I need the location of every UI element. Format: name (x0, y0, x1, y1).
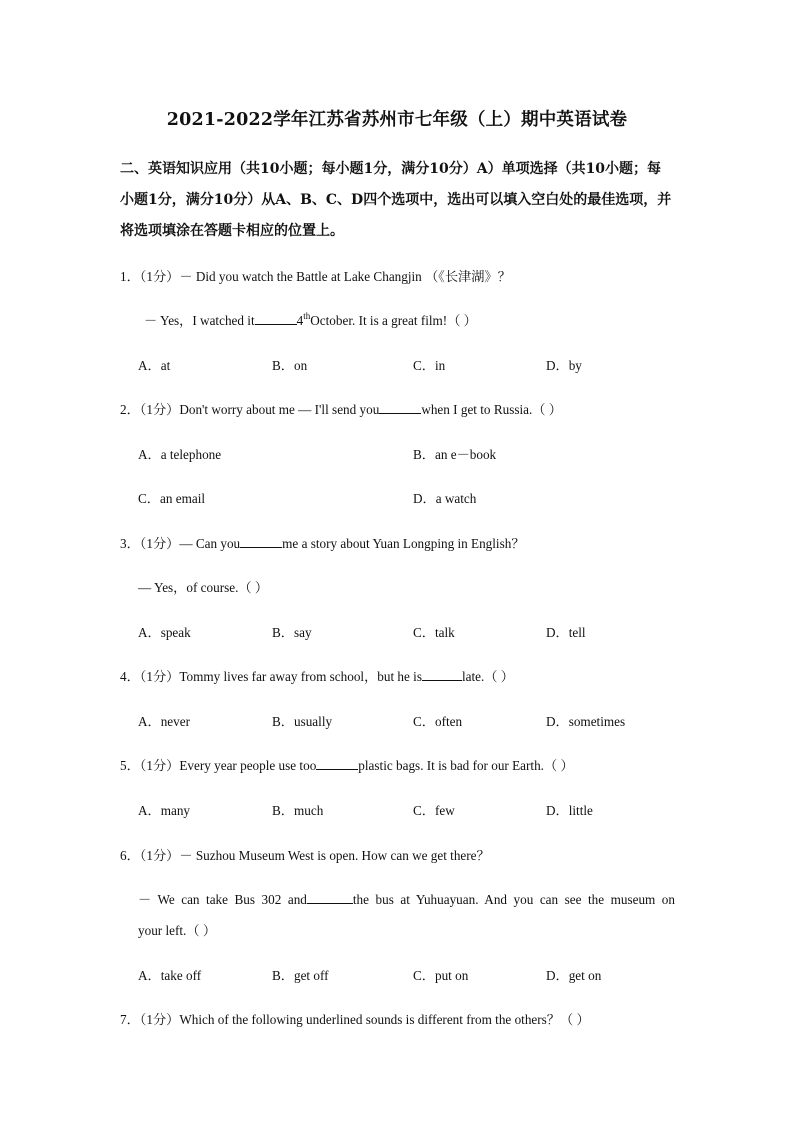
question-1-stem: 1．（1分）－ Did you watch the Battle at Lake Changjin （《长津湖》？ (120, 269, 511, 284)
section-heading-line-3: 将选项填涂在答题卡相应的位置上。 (120, 223, 344, 239)
question-6-stem: 6．（1分）－ Suzhou Museum West is open. How can we get there？ (120, 848, 490, 863)
question-1-option-c: C．in (413, 358, 446, 373)
question-1-date-number: 4 (296, 313, 304, 328)
question-2-stem (120, 399, 562, 418)
question-6-reply-start: － We can take Bus 302 and (138, 892, 307, 907)
answer-blank (422, 669, 462, 681)
question-4-stem-end: late.（ ） (461, 669, 514, 684)
question-4-stem (120, 666, 514, 685)
question-2-stem-start: 2．（1分）Don't worry about me — I'll send you (120, 402, 380, 417)
section-heading-line-2: 小题1分，满分10分）从A、B、C、D四个选项中，选出可以填入空白处的最佳选项，并 (120, 192, 672, 208)
question-1-reply (144, 310, 477, 329)
question-4-stem-start: 4．（1分）Tommy lives far away from school，but he is (120, 669, 422, 684)
question-4-option-c: C．often (413, 714, 463, 729)
answer-blank (307, 892, 353, 904)
question-3-stem-end: me a story about Yuan Longping in English？ (282, 536, 525, 551)
question-3-option-b: B．say (272, 625, 312, 640)
question-3-option-a: A．speak (138, 625, 191, 640)
question-2-option-d: D．a watch (413, 491, 477, 506)
question-2-option-c: C．an email (138, 491, 206, 506)
question-5-option-a: A．many (138, 803, 191, 818)
question-3-stem-start: 3．（1分）— Can you (120, 536, 241, 551)
question-6-option-c: C．put on (413, 968, 469, 983)
page-title: 2021-2022学年江苏省苏州市七年级（上）期中英语试卷 (166, 110, 628, 130)
question-1-option-d: D．by (546, 358, 582, 373)
question-5-option-d: D．little (546, 803, 593, 818)
answer-blank (316, 758, 358, 770)
question-3-option-c: C．talk (413, 625, 455, 640)
question-3-reply: — Yes，of course.（ ） (138, 580, 269, 595)
question-6-reply-line-2: your left.（ ） (138, 923, 217, 938)
question-7-stem: 7．（1分）Which of the following underlined sounds is different from the others？（ ） (120, 1012, 590, 1027)
question-6-reply-end: the bus at Yuhuayuan. And you can see the museum on (352, 892, 675, 907)
question-6-reply (138, 889, 675, 908)
question-4-option-a: A．never (138, 714, 190, 729)
question-3-stem (120, 533, 525, 552)
question-3-option-d: D．tell (546, 625, 586, 640)
question-5-option-c: C．few (413, 803, 455, 818)
question-1-date-suffix: th (303, 311, 311, 321)
question-2-stem-end: when I get to Russia.（ ） (421, 402, 562, 417)
question-2-option-a: A．a telephone (138, 447, 222, 462)
question-5-stem-end: plastic bags. It is bad for our Earth.（ ） (358, 758, 574, 773)
question-5-stem-start: 5．（1分）Every year people use too (120, 758, 317, 773)
question-1-reply-text: － Yes，I watched it (144, 313, 255, 328)
answer-blank (255, 313, 297, 325)
question-1-reply-end: October. It is a great film!（ ） (310, 313, 477, 328)
question-5-option-b: B．much (272, 803, 324, 818)
answer-blank (240, 536, 282, 548)
question-6-option-a: A．take off (138, 968, 202, 983)
question-2-option-b: B．an e－book (413, 447, 497, 462)
question-1-option-a: A．at (138, 358, 171, 373)
question-4-option-b: B．usually (272, 714, 333, 729)
question-5-stem (120, 755, 574, 774)
answer-blank (379, 402, 421, 414)
section-heading-line-1: 二、英语知识应用（共10小题；每小题1分，满分10分）A）单项选择（共10小题；每 (120, 161, 662, 177)
question-1-option-b: B．on (272, 358, 308, 373)
question-6-option-d: D．get on (546, 968, 602, 983)
question-4-option-d: D．sometimes (546, 714, 626, 729)
question-6-option-b: B．get off (272, 968, 329, 983)
